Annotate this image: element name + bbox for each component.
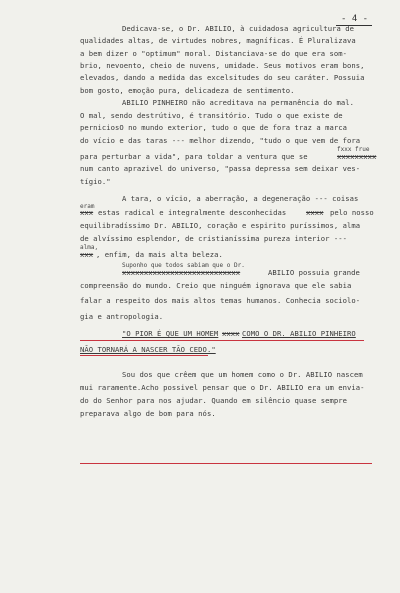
p3-line-3: equilibradíssimo Dr. ABILIO, coração e espirito puríssimos, alma — [80, 221, 361, 230]
p2-line-6: num canto aprazivel do universo, "passa depressa sem deixar ves- — [80, 164, 361, 173]
p2-line-3: perniciosO no mundo exterior, tudo o que de fora traz a marca — [80, 123, 348, 132]
quote-line-1a: "O PIOR É QUE UM HOMEM — [122, 329, 219, 338]
p4-struck: xxxxxxxxxxxxxxxxxxxxxxxxxxx — [122, 268, 241, 277]
p1-line-3: a bem dizer o "optimum" moral. Distanciava-se do que era som- — [80, 49, 348, 58]
p2-line-1: ABILIO PINHEIRO não acreditava na permanência do mal. — [122, 98, 354, 107]
p2-line-2: O mal, sendo destrútivo, é transitório. Tudo o que existe de — [80, 111, 343, 120]
p4-line-1: ABILIO possuia grande — [268, 268, 360, 277]
quote-red-rule-2 — [80, 355, 208, 356]
p4-line-2: compreensão do mundo. Creio que ninguém ignorava que ele sabia — [80, 281, 352, 290]
p3-insertion-eram: eram — [80, 203, 95, 210]
p1-line-6: bom gosto, emoção pura, delicadeza de sentimento. — [80, 86, 295, 95]
p3-line-4: de alvíssimo esplendor, de cristianíssima pureza interior --- — [80, 234, 348, 243]
p3-line-1: A tara, o vício, a aberração, a degeneração --- coisas — [122, 194, 359, 203]
p5-line-4: preparava algo de bom para nós. — [80, 409, 216, 418]
p2-insertion: fxxx frue — [337, 146, 370, 153]
p4-line-4: gia e antropologia. — [80, 312, 164, 321]
p3-insertion-alma: alma, — [80, 244, 99, 251]
p2-line-4: do vício e das taras --- melhor dizendo, "tudo o que vem de fora — [80, 136, 361, 145]
p2-struck-word: xxxxxxxxx — [337, 152, 377, 161]
p4-line-3: falar a respeito dos mais altos temas humanos. Conhecia sociolo- — [80, 296, 361, 305]
p3-struck-3: xxx — [80, 250, 94, 259]
p3-line-2b: pelo nosso — [330, 208, 374, 217]
p3-line-5: , enfim, da mais alta beleza. — [96, 250, 223, 259]
p1-line-2: qualidades altas, de virtudes nobres, magníficas. É Pluralizava — [80, 36, 356, 45]
quote-struck: xxxx — [222, 329, 240, 338]
p3-struck-2: xxxx — [306, 208, 324, 217]
p1-line-4: brio, nevoento, cheio de nuvens, umidade. Seus motivos eram bons, — [80, 61, 365, 70]
p1-line-1: Dedicava-se, o Dr. ABILIO, à cuidadosa agricultura de — [122, 24, 354, 33]
p1-line-5: elevados, dando a medida das excelsitudes do seu caráter. Possuia — [80, 73, 365, 82]
quote-line-2: NÃO TORNARÁ A NASCER TÃO CEDO." — [80, 345, 216, 354]
p5-line-2: mui raramente.Acho possivel pensar que o Dr. ABILIO era um envia- — [80, 383, 365, 392]
p2-line-7: tígio." — [80, 177, 111, 186]
p2-line-5: para perturbar a vida", para toldar a ventura que se — [80, 152, 308, 161]
quote-red-rule-1 — [80, 340, 364, 341]
p3-struck-1: xxx — [80, 208, 94, 217]
p5-line-3: do do Senhor para nos ajudar. Quando em silêncio quase sempre — [80, 396, 348, 405]
quote-line-1b: COMO O DR. ABILIO PINHEIRO — [242, 329, 356, 338]
p5-line-1: Sou dos que crêem que um homem como o Dr. ABILIO nascem — [122, 370, 363, 379]
p3-line-2: estas radical e integralmente desconhecidas — [98, 208, 287, 217]
bottom-red-rule — [80, 463, 372, 464]
p4-insertion: Suponho que todos sabiam que o Dr. — [122, 262, 245, 269]
page-number: - 4 - — [341, 14, 369, 24]
